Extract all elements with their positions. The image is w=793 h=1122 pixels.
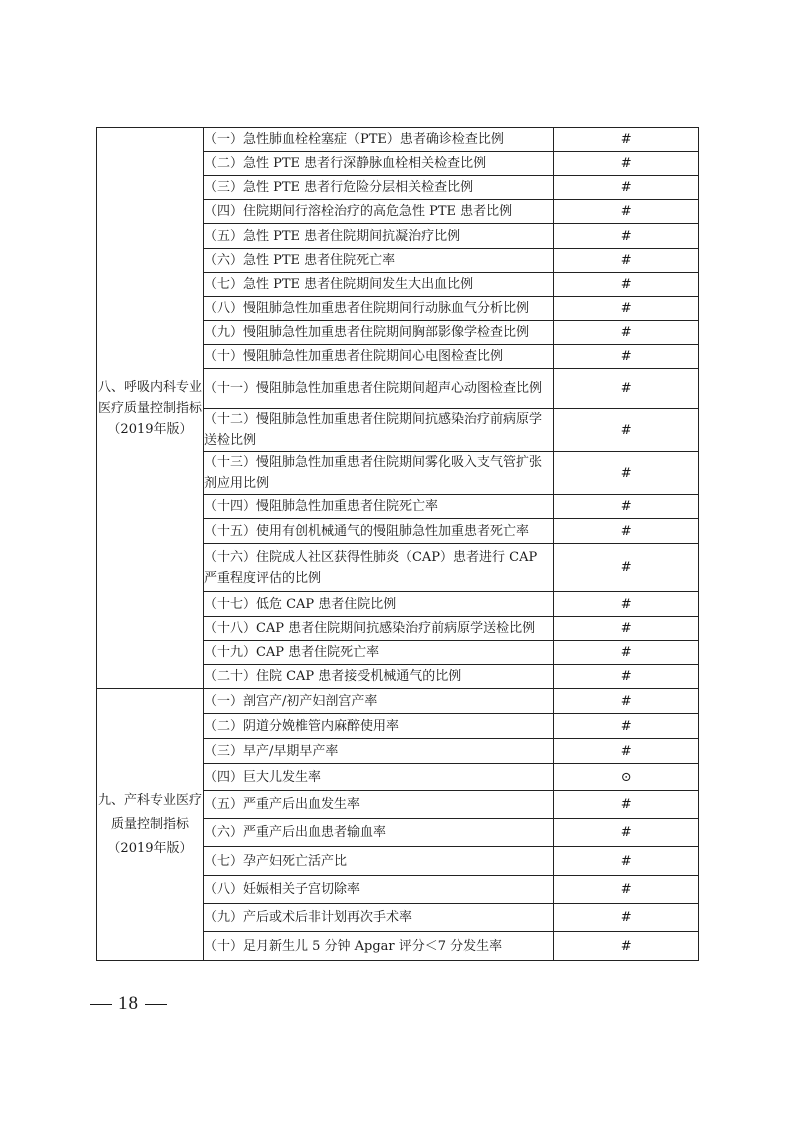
indicator-mark: # bbox=[554, 128, 699, 152]
indicator-label: （七）急性 PTE 患者住院期间发生大出血比例 bbox=[203, 273, 553, 297]
indicator-mark: # bbox=[554, 592, 699, 617]
indicator-label: （五）严重产后出血发生率 bbox=[203, 791, 553, 819]
indicator-label: （十三）慢阻肺急性加重患者住院期间雾化吸入支气管扩张剂应用比例 bbox=[203, 452, 553, 495]
indicator-mark: # bbox=[554, 617, 699, 641]
indicator-mark: # bbox=[554, 495, 699, 519]
indicator-label: （三）早产/早期早产率 bbox=[203, 739, 553, 764]
indicator-mark: # bbox=[554, 321, 699, 345]
indicator-label: （十七）低危 CAP 患者住院比例 bbox=[203, 592, 553, 617]
page-footer bbox=[90, 993, 167, 1015]
indicator-table bbox=[96, 127, 699, 961]
indicator-mark: ⊙ bbox=[554, 764, 699, 791]
indicator-label: （八）慢阻肺急性加重患者住院期间行动脉血气分析比例 bbox=[203, 297, 553, 321]
indicator-mark: # bbox=[554, 876, 699, 904]
indicator-mark: # bbox=[554, 200, 699, 224]
indicator-label: （八）妊娠相关子宫切除率 bbox=[203, 876, 553, 904]
indicator-mark: # bbox=[554, 452, 699, 495]
indicator-mark: # bbox=[554, 273, 699, 297]
indicator-label: （十四）慢阻肺急性加重患者住院死亡率 bbox=[203, 495, 553, 519]
indicator-mark: # bbox=[554, 519, 699, 544]
indicator-table-body bbox=[97, 128, 699, 961]
page-number: 18 bbox=[118, 993, 139, 1014]
indicator-mark: # bbox=[554, 791, 699, 819]
indicator-mark: # bbox=[554, 176, 699, 200]
indicator-mark: # bbox=[554, 152, 699, 176]
indicator-label: （五）急性 PTE 患者住院期间抗凝治疗比例 bbox=[203, 224, 553, 249]
table-row bbox=[97, 689, 699, 714]
indicator-label: （十）足月新生儿 5 分钟 Apgar 评分＜7 分发生率 bbox=[203, 932, 553, 961]
indicator-mark: # bbox=[554, 819, 699, 847]
indicator-mark: # bbox=[554, 544, 699, 592]
indicator-mark: # bbox=[554, 369, 699, 409]
indicator-mark: # bbox=[554, 689, 699, 714]
indicator-mark: # bbox=[554, 904, 699, 932]
table-row bbox=[97, 128, 699, 152]
indicator-label: （六）急性 PTE 患者住院死亡率 bbox=[203, 249, 553, 273]
indicator-label: （十九）CAP 患者住院死亡率 bbox=[203, 641, 553, 665]
indicator-label: （十八）CAP 患者住院期间抗感染治疗前病原学送检比例 bbox=[203, 617, 553, 641]
indicator-mark: # bbox=[554, 739, 699, 764]
indicator-mark: # bbox=[554, 714, 699, 739]
indicator-mark: # bbox=[554, 297, 699, 321]
indicator-label: （一）剖宫产/初产妇剖宫产率 bbox=[203, 689, 553, 714]
indicator-label: （四）巨大儿发生率 bbox=[203, 764, 553, 791]
indicator-mark: # bbox=[554, 224, 699, 249]
section-category: 九、产科专业医疗质量控制指标（2019年版） bbox=[97, 689, 204, 961]
footer-dash-left bbox=[90, 1004, 112, 1005]
indicator-label: （九）慢阻肺急性加重患者住院期间胸部影像学检查比例 bbox=[203, 321, 553, 345]
indicator-label: （二）急性 PTE 患者行深静脉血栓相关检查比例 bbox=[203, 152, 553, 176]
section-category: 八、呼吸内科专业医疗质量控制指标（2019年版） bbox=[97, 128, 204, 689]
indicator-mark: # bbox=[554, 847, 699, 876]
indicator-label: （六）严重产后出血患者输血率 bbox=[203, 819, 553, 847]
indicator-label: （七）孕产妇死亡活产比 bbox=[203, 847, 553, 876]
footer-dash-right bbox=[145, 1004, 167, 1005]
indicator-mark: # bbox=[554, 345, 699, 369]
indicator-label: （九）产后或术后非计划再次手术率 bbox=[203, 904, 553, 932]
indicator-mark: # bbox=[554, 932, 699, 961]
indicator-label: （十二）慢阻肺急性加重患者住院期间抗感染治疗前病原学送检比例 bbox=[203, 409, 553, 452]
indicator-mark: # bbox=[554, 249, 699, 273]
indicator-label: （十）慢阻肺急性加重患者住院期间心电图检查比例 bbox=[203, 345, 553, 369]
indicator-label: （二）阴道分娩椎管内麻醉使用率 bbox=[203, 714, 553, 739]
indicator-mark: # bbox=[554, 665, 699, 689]
indicator-mark: # bbox=[554, 409, 699, 452]
indicator-label: （四）住院期间行溶栓治疗的高危急性 PTE 患者比例 bbox=[203, 200, 553, 224]
indicator-label: （十六）住院成人社区获得性肺炎（CAP）患者进行 CAP 严重程度评估的比例 bbox=[203, 544, 553, 592]
indicator-mark: # bbox=[554, 641, 699, 665]
indicator-label: （十五）使用有创机械通气的慢阻肺急性加重患者死亡率 bbox=[203, 519, 553, 544]
indicator-label: （二十）住院 CAP 患者接受机械通气的比例 bbox=[203, 665, 553, 689]
indicator-label: （一）急性肺血栓栓塞症（PTE）患者确诊检查比例 bbox=[203, 128, 553, 152]
indicator-label: （十一）慢阻肺急性加重患者住院期间超声心动图检查比例 bbox=[203, 369, 553, 409]
indicator-label: （三）急性 PTE 患者行危险分层相关检查比例 bbox=[203, 176, 553, 200]
